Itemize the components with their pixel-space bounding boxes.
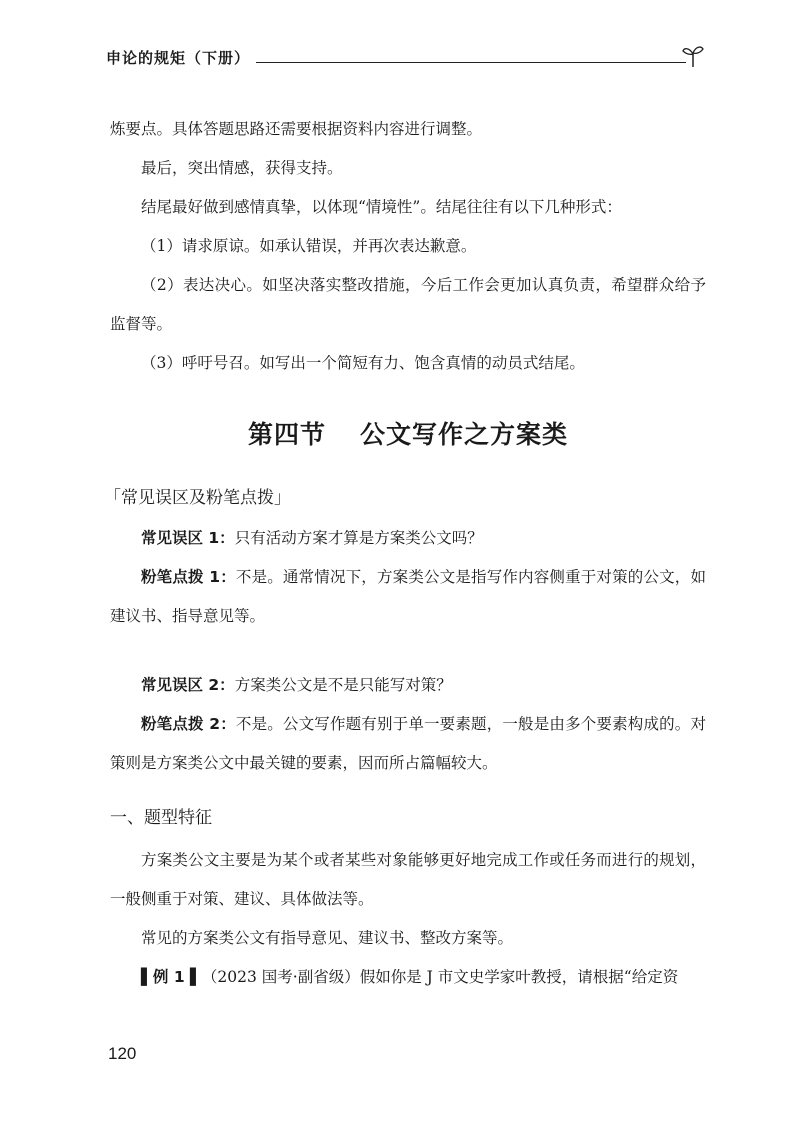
tips-open-bracket: 「 — [104, 488, 121, 508]
tip-1-label: 粉笔点拨 1： — [141, 568, 236, 586]
example-1-text: （2023 国考·副省级）假如你是 J 市文史学家叶教授，请根据“给定资 — [201, 968, 679, 986]
example-1 — [110, 958, 706, 997]
tip-2-label: 粉笔点拨 2： — [141, 715, 236, 733]
example-1-mark: ▌例 1 ▌ — [141, 968, 202, 986]
header-title: 申论的规矩（下册） — [106, 49, 251, 67]
paragraph-continued: 炼要点。具体答题思路还需要根据资料内容进行调整。 — [110, 120, 483, 138]
misconception-2 — [110, 666, 706, 705]
header-rule — [256, 62, 686, 63]
tips-heading — [104, 481, 706, 515]
tip-2 — [110, 705, 706, 783]
section-number: 第四节 — [247, 420, 326, 449]
misconception-1-text: 只有活动方案才算是方案类公文吗？ — [234, 529, 483, 547]
page-number: 120 — [108, 1044, 137, 1063]
list-item-determination: （2）表达决心。如坚决落实整改措施，今后工作会更加认真负责，希望群众给予监督等。 — [110, 276, 706, 333]
paragraph-ending-forms: 结尾最好做到感情真挚，以体现“情境性”。结尾往往有以下几种形式： — [141, 198, 622, 216]
paragraph-common-types: 常见的方案类公文有指导意见、建议书、整改方案等。 — [141, 929, 514, 947]
tip-2-text: 不是。公文写作题有别于单一要素题，一般是由多个要素构成的。对策则是方案类公文中最关键的要素，因而所占篇幅较大。 — [110, 715, 706, 772]
list-item-apology: （1）请求原谅。如承认错误，并再次表达歉意。 — [141, 237, 477, 255]
page-content — [104, 110, 706, 997]
sprout-icon — [682, 44, 704, 68]
misconception-1 — [110, 519, 706, 558]
paragraph-emotion: 最后，突出情感，获得支持。 — [141, 159, 343, 177]
section-title — [110, 415, 706, 451]
section-name: 公文写作之方案类 — [360, 420, 569, 449]
paragraph-features: 方案类公文主要是为某个或者某些对象能够更好地完成工作或任务而进行的规划，一般侧重于对策、建议、具体做法等。 — [110, 851, 706, 908]
tip-1-text: 不是。通常情况下，方案类公文是指写作内容侧重于对策的公文，如建议书、指导意见等。 — [110, 568, 706, 625]
misconception-1-label: 常见误区 1： — [141, 529, 235, 547]
tip-1 — [110, 558, 706, 636]
list-item-appeal: （3）呼吁号召。如写出一个简短有力、饱含真情的动员式结尾。 — [141, 354, 585, 372]
tips-close-bracket: 」 — [274, 488, 291, 508]
misconception-2-text: 方案类公文是不是只能写对策？ — [234, 676, 452, 694]
subsection-heading: 一、题型特征 — [110, 808, 212, 828]
running-header — [106, 44, 704, 70]
tips-heading-text: 常见误区及粉笔点拨 — [121, 488, 274, 508]
misconception-2-label: 常见误区 2： — [141, 676, 235, 694]
